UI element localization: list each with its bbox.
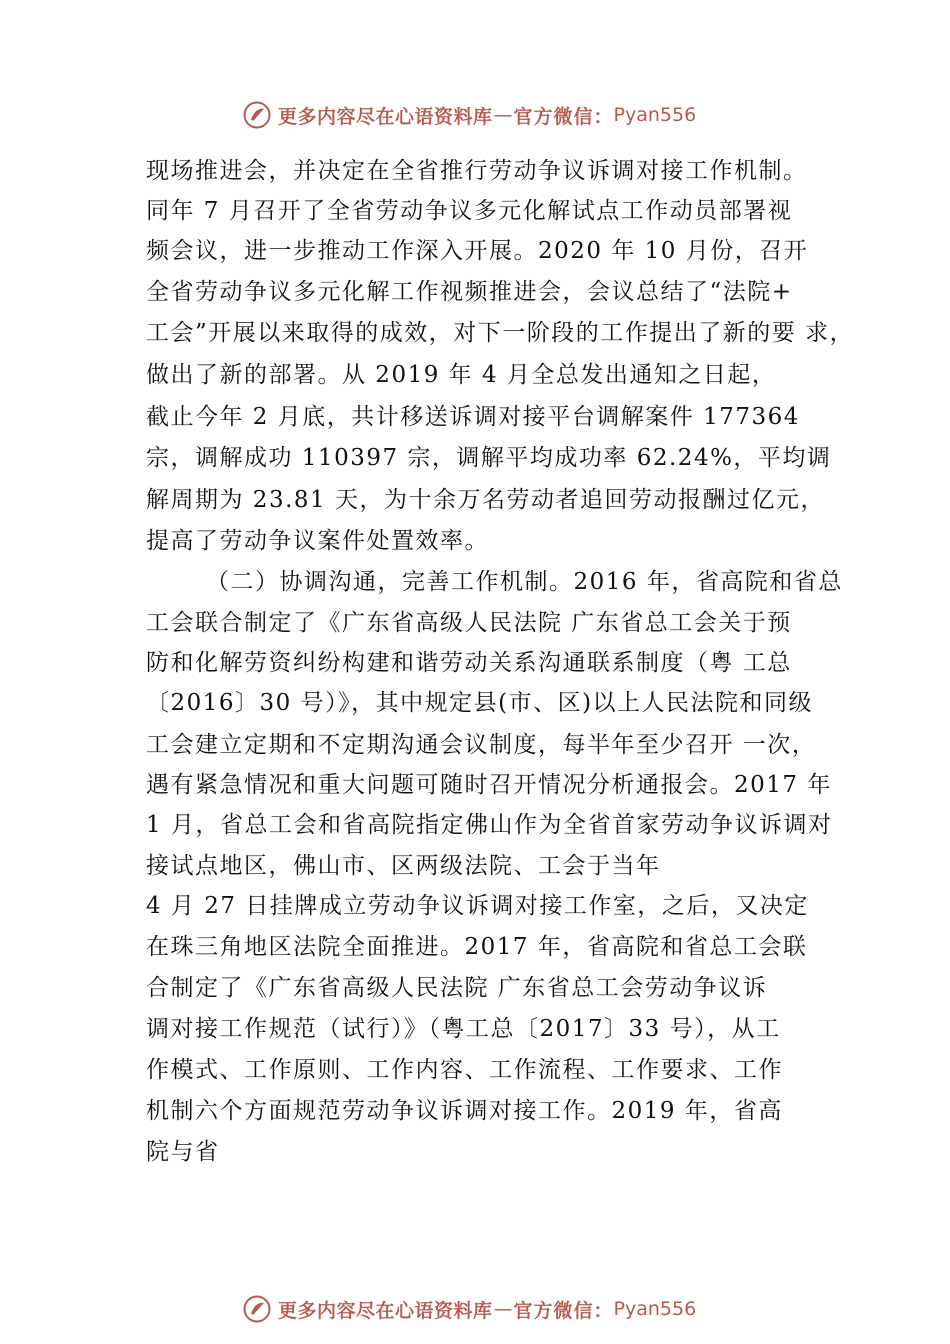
text-line: 合制定了《广东省高级人民法院 广东省总工会劳动争议诉 [146,975,768,1001]
text-line: 〔2016〕30 号）》，其中规定县(市、区)以上人民法院和同级 [146,690,814,716]
seal-logo-icon [242,1294,272,1324]
banner-separator: — [493,104,513,126]
text-line: 做出了新的部署。从 2019 年 4 月全总发出通知之日起， [146,362,777,388]
banner-contact-id: Pyan556 [613,104,697,126]
text-line: 在珠三角地区法院全面推进。2017 年，省高院和省总工会联 [146,934,808,960]
text-line: 同年 7 月召开了全省劳动争议多元化解试点工作动员部署视 [146,198,793,224]
text-line: 现场推进会，并决定在全省推行劳动争议诉调对接工作机制。 [146,158,808,184]
text-line: 频会议，进一步推动工作深入开展。2020 年 10 月份，召开 [146,238,809,264]
paragraph-first-line: （二）协调沟通，完善工作机制。2016 年，省高院和省总 [206,569,843,595]
text-line: 截止今年 2 月底，共计移送诉调对接平台调解案件 177364 [146,404,800,430]
banner-text: 更多内容尽在心语资料库 [278,1299,493,1322]
text-line: 解周期为 23.81 天，为十余万名劳动者追回劳动报酬过亿元， [146,487,825,513]
text-line: 工会建立定期和不定期沟通会议制度，每半年至少召开 一次， [146,732,817,758]
banner-separator: — [493,1298,513,1320]
text-line: 1 月，省总工会和省高院指定佛山作为全省首家劳动争议诉调对 [146,812,833,838]
text-line: 提高了劳动争议案件处置效率。 [146,528,489,554]
seal-logo-icon [242,100,272,130]
text-line: 全省劳动争议多元化解工作视频推进会，会议总结了“法院+ [146,279,793,305]
footer-watermark-banner [242,1292,696,1326]
text-line: 接试点地区，佛山市、区两级法院、工会于当年 [146,853,661,879]
banner-contact-label: 官方微信： [513,105,614,128]
header-watermark-banner [242,98,696,132]
text-line: 防和化解劳资纠纷构建和谐劳动关系沟通联系制度（粤 工总 [146,650,792,676]
text-line: 调对接工作规范（试行）》（粤工总〔2017〕33 号），从工 [146,1016,781,1042]
text-line: 院与省 [146,1139,220,1165]
text-line: 工会”开展以来取得的成效，对下一阶段的工作提出了新的要 求， [146,320,855,346]
banner-text: 更多内容尽在心语资料库 [278,105,493,128]
banner-contact-label: 官方微信： [513,1299,614,1322]
text-line: 宗，调解成功 110397 宗，调解平均成功率 62.24%，平均调 [146,445,832,471]
text-line: 机制六个方面规范劳动争议诉调对接工作。2019 年，省高 [146,1098,783,1124]
text-line: 工会联合制定了《广东省高级人民法院 广东省总工会关于预 [146,610,792,636]
text-line: 遇有紧急情况和重大问题可随时召开情况分析通报会。2017 年 [146,772,832,798]
text-line: 4 月 27 日挂牌成立劳动争议诉调对接工作室，之后，又决定 [146,893,809,919]
text-line: 作模式、工作原则、工作内容、工作流程、工作要求、工作 [146,1057,783,1083]
banner-contact-id: Pyan556 [613,1298,697,1320]
